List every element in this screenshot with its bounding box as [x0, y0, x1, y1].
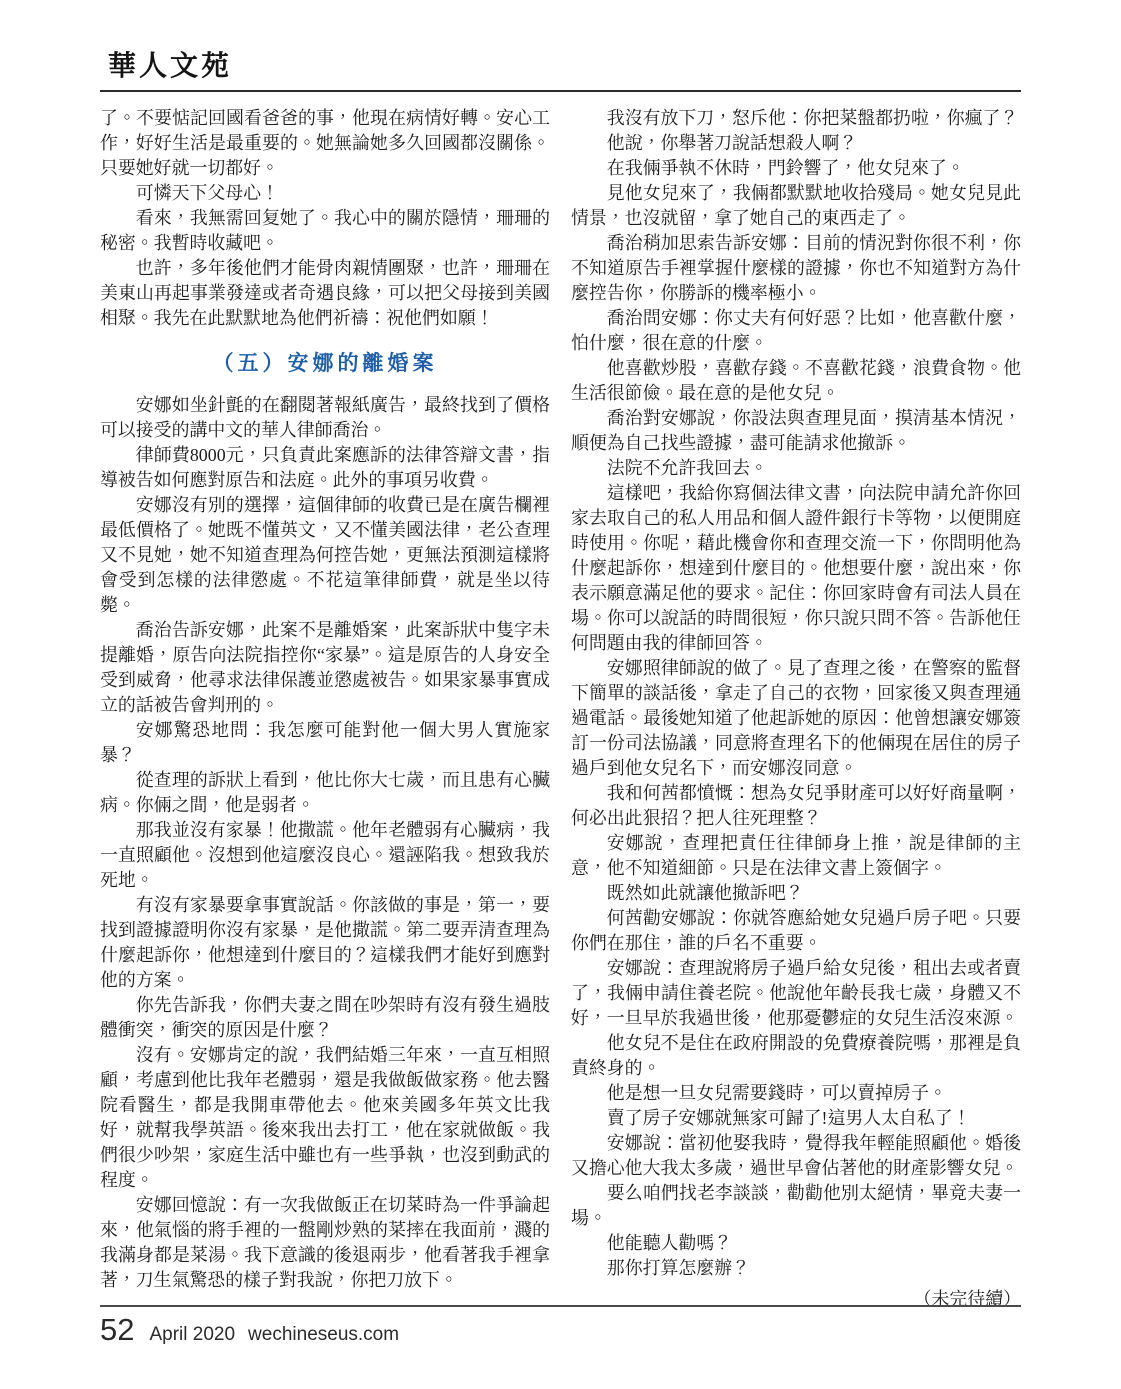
paragraph: 安娜說，查理把責任往律師身上推，說是律師的主意，他不知道細節。只是在法律文書上簽個字。: [571, 833, 1021, 878]
left-column: [100, 106, 550, 1312]
paragraph: 安娜說：當初他娶我時，覺得我年輕能照顧他。婚後又擔心他大我太多歲，過世早會佔著他的財產影響女兒。: [571, 1133, 1021, 1178]
paragraph: 他女兒不是住在政府開設的免費療養院嗎，那裡是負責終身的。: [571, 1033, 1021, 1078]
paragraph: 在我倆爭執不休時，門鈴響了，他女兒來了。: [606, 158, 965, 178]
paragraph: 了。不要惦記回國看爸爸的事，他現在病情好轉。安心工作，好好生活是最重要的。她無論她多久回國都沒關係。只要她好就一切都好。: [100, 108, 550, 178]
footer-date: April 2020: [149, 1324, 236, 1345]
paragraph: 安娜驚恐地問：我怎麼可能對他一個大男人實施家暴？: [100, 720, 550, 765]
header-divider: [100, 90, 1021, 92]
paragraph: 可憐天下父母心！: [135, 183, 279, 203]
paragraph: 喬治稍加思索告訴安娜：目前的情況對你很不利，你不知道原告手裡掌握什麼樣的證據，你也不知道對方為什麼控告你，你勝訴的機率極小。: [571, 233, 1021, 303]
page-number: 52: [100, 1312, 135, 1347]
paragraph: 安娜照律師說的做了。見了查理之後，在警察的監督下簡單的談話後，拿走了自己的衣物，回家後又與查理通過電話。最後她知道了他起訴她的原因：他曾想讓安娜簽訂一份司法協議，同意將查理名下的他倆現在居住的房子過戶到他女兒名下，而安娜沒同意。: [571, 658, 1021, 778]
paragraph: 安娜沒有別的選擇，這個律師的收費已是在廣告欄裡最低價格了。她既不懂英文，又不懂美國法律，老公查理又不見她，她不知道查理為何控告她，更無法預測這樣將會受到怎樣的法律懲處。不花這筆律師費，就是坐以待斃。: [100, 495, 550, 615]
paragraph: 法院不允許我回去。: [606, 458, 768, 478]
page-header: [100, 52, 1021, 92]
paragraph: 喬治告訴安娜，此案不是離婚案，此案訴狀中隻字未提離婚，原告向法院指控你“家暴”。這是原告的人身安全受到威脅，他尋求法律保護並懲處被告。如果家暴事實成立的話被告會判刑的。: [100, 620, 550, 715]
paragraph: 看來，我無需回复她了。我心中的關於隱情，珊珊的秘密。我暫時收藏吧。: [100, 208, 550, 253]
paragraph: 那你打算怎麼辦？: [606, 1258, 750, 1278]
paragraph: 律師費8000元，只負責此案應訴的法律答辯文書，指導被告如何應對原告和法庭。此外的事項另收費。: [100, 445, 550, 490]
paragraph: 我沒有放下刀，怒斥他：你把菜盤都扔啦，你瘋了？: [606, 108, 1019, 128]
paragraph: 也許，多年後他們才能骨肉親情團聚，也許，珊珊在美東山再起事業發達或者奇遇良緣，可以把父母接到美國相聚。我先在此默默地為他們祈禱：祝他們如願！: [100, 258, 550, 328]
paragraph: 他說，你舉著刀說話想殺人啊？: [606, 133, 858, 153]
to-be-continued-note: （未完待續）: [913, 1289, 1021, 1309]
article-body: [100, 106, 1021, 1312]
paragraph: 喬治問安娜：你丈夫有何好惡？比如，他喜歡什麼，怕什麼，很在意的什麼。: [571, 308, 1021, 353]
page-header-title: 華人文苑: [108, 50, 233, 81]
paragraph: 喬治對安娜說，你設法與查理見面，摸清基本情況，順便為自己找些證據，盡可能請求他撤訴。: [571, 408, 1021, 453]
paragraph: 你先告訴我，你們夫妻之間在吵架時有沒有發生過肢體衝突，衝突的原因是什麼？: [100, 995, 550, 1040]
paragraph: 何茜勸安娜說：你就答應給她女兒過戶房子吧。只要你們在那住，誰的戶名不重要。: [571, 908, 1021, 953]
paragraph: 他能聽人勸嗎？: [606, 1233, 733, 1253]
section-title: （五）安娜的離婚案: [212, 351, 438, 375]
paragraph: 這樣吧，我給你寫個法律文書，向法院申請允許你回家去取自己的私人用品和個人證件銀行卡等物，以便開庭時使用。你呢，藉此機會你和查理交流一下，你問明他為什麼起訴你，想達到什麼目的。他想要什麼，說出來，你表示願意滿足他的要求。記住：你回家時會有司法人員在場。你可以說話的時間很短，你只說只問不答。告訴他任何問題由我的律師回答。: [571, 483, 1021, 653]
paragraph: 從查理的訴狀上看到，他比你大七歲，而且患有心臟病。你倆之間，他是弱者。: [100, 770, 550, 815]
paragraph: 他喜歡炒股，喜歡存錢。不喜歡花錢，浪費食物。他生活很節儉。最在意的是他女兒。: [571, 358, 1021, 403]
page-footer: [100, 1305, 1021, 1346]
paragraph: 那我並沒有家暴！他撒謊。他年老體弱有心臟病，我一直照顧他。沒想到他這麼沒良心。還誣陷我。想致我於死地。: [100, 820, 550, 890]
footer-site: wechineseus.com: [248, 1324, 400, 1345]
paragraph: 安娜如坐針氈的在翻閱著報紙廣告，最終找到了價格可以接受的講中文的華人律師喬治。: [100, 395, 550, 440]
paragraph: 賣了房子安娜就無家可歸了!這男人太自私了！: [606, 1108, 971, 1128]
paragraph: 他是想一旦女兒需要錢時，可以賣掉房子。: [606, 1083, 947, 1103]
paragraph: 見他女兒來了，我倆都默默地收拾殘局。她女兒見此情景，也沒就留，拿了她自己的東西走了。: [571, 183, 1021, 228]
paragraph: 安娜說：查理說將房子過戶給女兒後，租出去或者賣了，我倆申請住養老院。他說他年齡長我七歲，身體又不好，一旦早於我過世後，他那憂鬱症的女兒生活沒來源。: [571, 958, 1021, 1028]
paragraph: 安娜回憶說：有一次我做飯正在切菜時為一件爭論起來，他氣惱的將手裡的一盤剛炒熟的菜摔在我面前，濺的我滿身都是菜湯。我下意識的後退兩步，他看著我手裡拿著，刀生氣驚恐的樣子對我說，你把刀放下。: [100, 1195, 550, 1290]
paragraph: 要么咱們找老李談談，勸勸他別太絕情，畢竟夫妻一場。: [571, 1183, 1021, 1228]
paragraph: 沒有。安娜肯定的說，我們結婚三年來，一直互相照顧，考慮到他比我年老體弱，還是我做飯做家務。他去醫院看醫生，都是我開車帶他去。他來美國多年英文比我好，就幫我學英語。後來我出去打工，他在家就做飯。我們很少吵架，家庭生活中雖也有一些爭執，也沒到動武的程度。: [100, 1045, 550, 1190]
paragraph: 我和何茜都憤慨：想為女兒爭財產可以好好商量啊，何必出此狠招？把人往死理整？: [571, 783, 1021, 828]
right-column: [571, 106, 1021, 1312]
paragraph: 有沒有家暴要拿事實說話。你該做的事是，第一，要找到證據證明你沒有家暴，是他撒謊。第二要弄清查理為什麼起訴你，他想達到什麼目的？這樣我們才能好到應對他的方案。: [100, 895, 550, 990]
paragraph: 既然如此就讓他撤訴吧？: [606, 883, 804, 903]
